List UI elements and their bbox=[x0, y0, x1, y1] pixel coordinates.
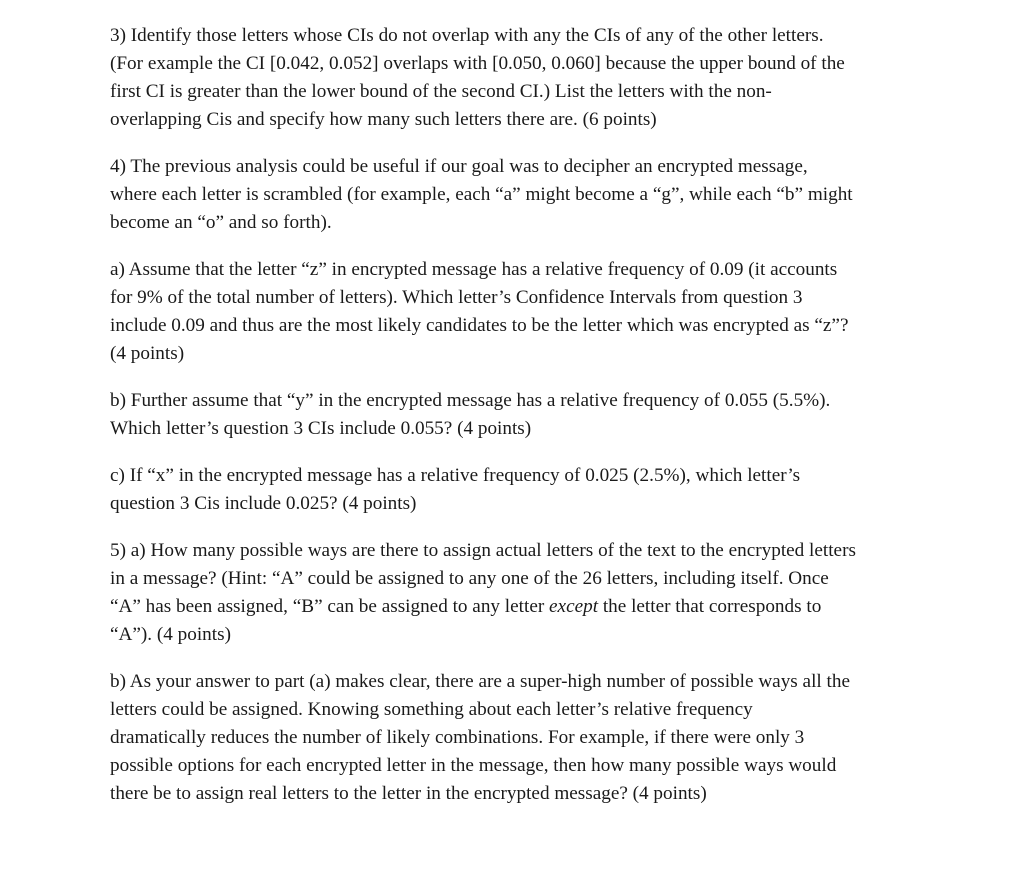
text-line: first CI is greater than the lower bound of the second CI.) List the letters with the non- bbox=[110, 81, 772, 102]
text-line: a) Assume that the letter “z” in encrypted message has a relative frequency of 0.09 (it accounts bbox=[110, 259, 838, 280]
text-line: for 9% of the total number of letters). Which letter’s Confidence Intervals from question 3 bbox=[110, 287, 803, 308]
question-4c bbox=[110, 462, 950, 518]
text-line: 5) a) How many possible ways are there to assign actual letters of the text to the encrypted letters bbox=[110, 540, 856, 561]
text-line: “A”). (4 points) bbox=[110, 624, 231, 645]
text-run: “A” has been assigned, “B” can be assigned to any letter bbox=[110, 596, 550, 617]
question-3 bbox=[110, 22, 950, 134]
text-line: c) If “x” in the encrypted message has a relative frequency of 0.025 (2.5%), which letter’s bbox=[110, 465, 801, 486]
text-line: letters could be assigned. Knowing something about each letter’s relative frequency bbox=[110, 699, 753, 720]
text-line: b) Further assume that “y” in the encrypted message has a relative frequency of 0.055 (5.5%). bbox=[110, 390, 831, 411]
text-line: dramatically reduces the number of likely combinations. For example, if there were only 3 bbox=[110, 727, 805, 748]
document-page bbox=[110, 22, 950, 827]
text-line: question 3 Cis include 0.025? (4 points) bbox=[110, 493, 417, 514]
text-line: where each letter is scrambled (for example, each “a” might become a “g”, while each “b” might bbox=[110, 184, 853, 205]
text-line: (For example the CI [0.042, 0.052] overlaps with [0.050, 0.060] because the upper bound of the bbox=[110, 53, 845, 74]
question-4a bbox=[110, 256, 950, 368]
text-line: there be to assign real letters to the letter in the encrypted message? (4 points) bbox=[110, 783, 707, 804]
text-line: overlapping Cis and specify how many such letters there are. (6 points) bbox=[110, 109, 657, 130]
text-line: Which letter’s question 3 CIs include 0.055? (4 points) bbox=[110, 418, 532, 439]
question-4b bbox=[110, 387, 950, 443]
text-line: include 0.09 and thus are the most likely candidates to be the letter which was encrypted as “z”? bbox=[110, 315, 849, 336]
text-line: 4) The previous analysis could be useful if our goal was to decipher an encrypted message, bbox=[110, 156, 808, 177]
question-5a bbox=[110, 537, 950, 649]
text-line bbox=[110, 593, 950, 621]
emphasis-text: except bbox=[549, 596, 599, 617]
text-run: the letter that corresponds to bbox=[598, 596, 822, 617]
question-4 bbox=[110, 153, 950, 237]
text-line: become an “o” and so forth). bbox=[110, 212, 332, 233]
text-line: (4 points) bbox=[110, 343, 185, 364]
text-line: 3) Identify those letters whose CIs do not overlap with any the CIs of any of the other letters. bbox=[110, 25, 824, 46]
text-line: in a message? (Hint: “A” could be assigned to any one of the 26 letters, including itself. Once bbox=[110, 568, 829, 589]
text-line: possible options for each encrypted letter in the message, then how many possible ways would bbox=[110, 755, 837, 776]
text-line: b) As your answer to part (a) makes clear, there are a super-high number of possible ways all the bbox=[110, 671, 850, 692]
question-5b bbox=[110, 668, 950, 808]
